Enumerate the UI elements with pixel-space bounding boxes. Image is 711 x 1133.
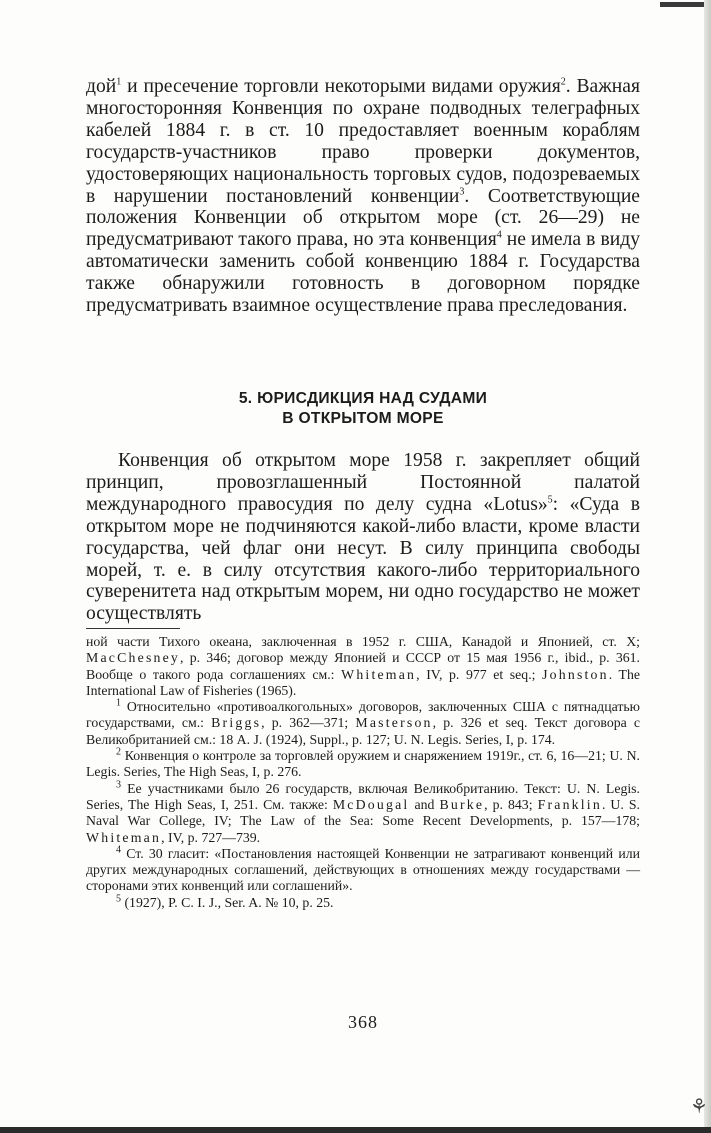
footnote-text: . U. S. Naval War College, IV; The Law of the Sea: Some Recent Developments, p. 157—178; (86, 796, 640, 829)
footnote-marker: 1 (116, 697, 121, 709)
footnote-marker: 4 (116, 844, 121, 856)
scan-edge-right (704, 0, 711, 1133)
section-heading-line-1: 5. ЮРИСДИКЦИЯ НАД СУДАМИ (238, 390, 488, 407)
footnote-text: , p. 326 et seq. Текст договора с Великобританией см.: 18 A. J. (1924), Suppl., p. 127; U. N. Legis. Series, I, p. 174. (86, 715, 641, 747)
footnote-author: Johnston (542, 666, 609, 682)
footnote-text: , IV, p. 977 et seq.; (416, 666, 543, 682)
footnote-text: Ее участниками было 26 государств, включая Великобританию. Текст: U. N. Legis. Series, The High Seas, I, 251. См. также: (86, 780, 640, 812)
footnote-continuation (86, 634, 640, 699)
paragraph-text: и пресечение торговли некоторыми видами оружия (121, 76, 561, 97)
footnotes (86, 634, 640, 911)
paragraph-text: Конвенция об открытом море 1958 г. закрепляет общий принцип, провозглашенный Постоянной палатой международного правосудия по делу судна «Lotus» (86, 450, 640, 515)
footnote-marker: 3 (116, 779, 121, 791)
footnote-marker: 2 (116, 746, 121, 758)
footnote-ref-1[interactable]: 1 (116, 76, 122, 88)
footnote-text: , p. 346; договор между Японией и СССР от 15 мая 1956 г., ibid., p. 361. Вообще о такого рода соглашениях см.: (86, 650, 640, 682)
footnote-author: Whiteman (341, 666, 417, 682)
footnote-text: ной части Тихого океана, заключенная в 1952 г. США, Канадой и Японией, ст. X; (86, 634, 640, 649)
footnote-author: Briggs (211, 715, 262, 731)
paragraph-1-block (86, 76, 640, 317)
footnote-text: Конвенция о контроле за торговлей оружием и снаряжением 1919г., ст. 6, 16—21; U. N. Legis. Series, The High Seas, I, p. 276. (86, 748, 640, 780)
footnote-author: MacChesney (86, 650, 181, 666)
footnote-author: Franklin (537, 796, 602, 812)
footnote-marker: 5 (116, 893, 121, 905)
section-heading (86, 389, 640, 429)
footnote-author: McDougal (332, 796, 410, 812)
footnote-author: Whiteman (86, 829, 162, 845)
paragraph-1 (86, 76, 640, 317)
footnote-text: . The International Law of Fisheries (1965). (86, 666, 640, 698)
footnote-ref-2[interactable]: 2 (560, 76, 566, 88)
footnote-text: Ст. 30 гласит: «Постановления настоящей Конвенции не затрагивают конвенций или других международных соглашений, действующих в отношениях между государствами — сторонами этих конвенций или соглашений». (86, 845, 640, 894)
section-heading-line-2: В ОТКРЫТОМ МОРЕ (282, 410, 444, 427)
paragraph-2-block (86, 450, 640, 625)
paragraph-text: : «Суда в открытом море не подчиняются какой-либо власти, кроме власти государства, чей флаг они несут. В силу принципа свободы морей, т. е. в силу отсутствия какого-либо территориального суверенитета над открытым морем, ни одно государство не может осуществлять (86, 493, 640, 625)
footnote-ref-4[interactable]: 4 (496, 229, 502, 241)
footnote-text: Относительно «противоалкогольных» договоров, заключенных США с пятнадцатью государствами, см.: (86, 699, 640, 731)
paragraph-text: . Соответствующие положения Конвенции об открытом море (ст. 26—29) не предусматривают такого права, но эта конвенция (86, 185, 640, 251)
footnote-3 (86, 781, 640, 846)
footnote-2 (86, 748, 640, 781)
paragraph-2 (86, 450, 640, 625)
footnote-5 (86, 895, 640, 911)
paragraph-text: не имела в виду автоматически заменить собой конвенцию 1884 г. Государства также обнаружили готовность в договорном порядке предусматривать взаимное осуществление права преследования. (86, 229, 640, 317)
footnote-1 (86, 699, 640, 748)
footnote-text: , p. 843; (484, 796, 538, 812)
footnote-ref-5[interactable]: 5 (547, 494, 553, 506)
corner-stamp-icon: ⚘ (690, 1094, 708, 1118)
page-number: 368 (348, 1012, 378, 1032)
footnote-4 (86, 846, 640, 895)
paragraph-text: . Важная многосторонняя Конвенция по охране подводных телеграфных кабелей 1884 г. в ст. 10 предоставляет военным кораблям государств-участников право проверки документов, удостоверяющих национальность торговых судов, подозреваемых в нарушении постановлений конвенции (86, 76, 640, 207)
footnote-ref-3[interactable]: 3 (459, 186, 465, 197)
footnote-text: and (409, 796, 440, 812)
footnote-text: , p. 362—371; (261, 715, 356, 731)
footnote-text: (1927), P. C. I. J., Ser. A. № 10, p. 25. (121, 894, 334, 910)
footnote-text: , IV, p. 727—739. (161, 829, 261, 845)
footnote-author: Burke (439, 796, 485, 812)
footnote-author: Masterson (355, 715, 433, 731)
paragraph-text: дой (86, 76, 117, 97)
scan-edge-bottom (0, 1127, 711, 1133)
footnote-divider (86, 628, 180, 629)
